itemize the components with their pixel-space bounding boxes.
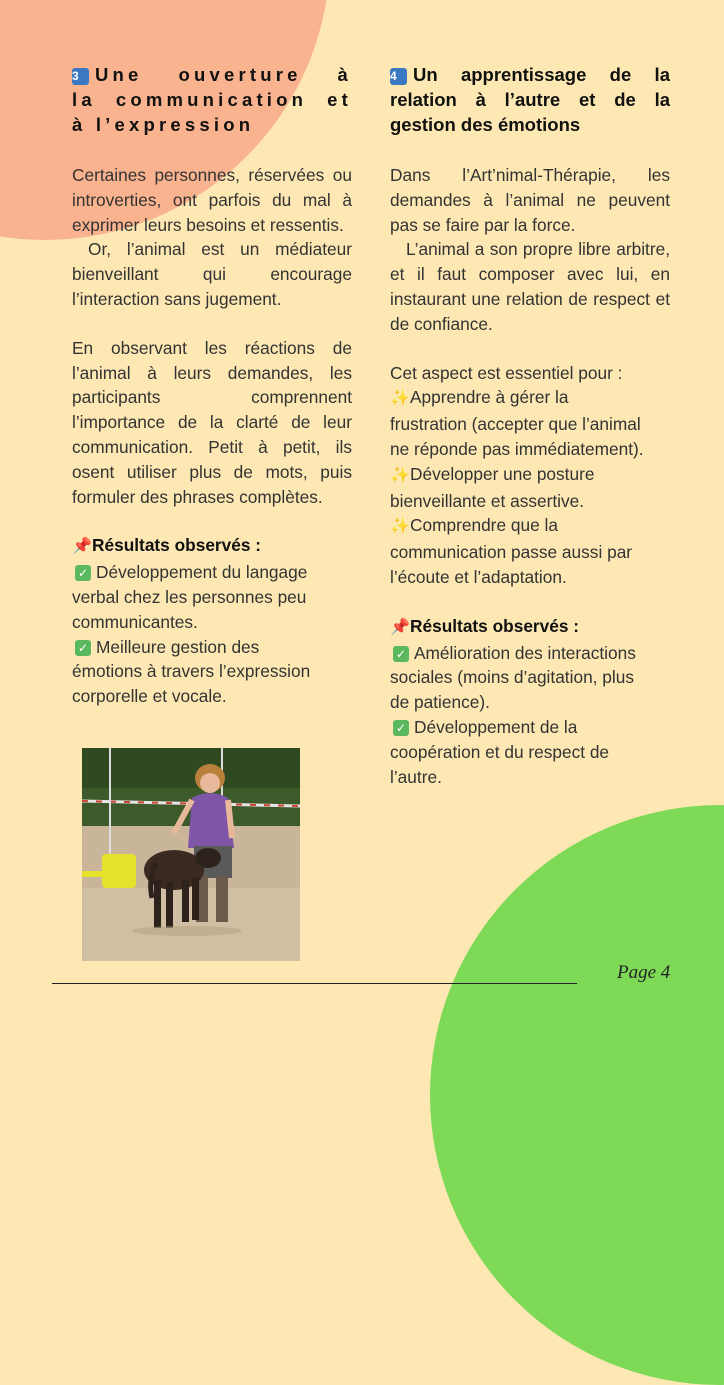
section-3-results-list bbox=[72, 560, 352, 709]
list-item: ✨Développer une posture bienveillante et assertive. bbox=[390, 463, 595, 511]
sparkles-icon: ✨ bbox=[390, 390, 410, 408]
list-item: ✓ Développement de la coopération et du respect de l’autre. bbox=[390, 716, 610, 787]
photo-woman-with-pony bbox=[82, 748, 300, 961]
list-item: ✨Apprendre à gérer la frustration (accepter que l’animal ne réponde pas immédiatement). bbox=[390, 387, 644, 459]
section-4-paragraph-1: Dans l’Art’nimal-Thérapie, les demandes à l’animal ne peuvent pas se faire par la force. bbox=[390, 165, 670, 235]
section-3-heading: 3 Une ouverture à la communication et à l’expression bbox=[72, 64, 352, 135]
section-4-results-title: 📌Résultats observés : bbox=[390, 614, 670, 641]
list-item: ✓ Développement du langage verbal chez les personnes peu communicantes. bbox=[72, 562, 308, 632]
section-3 bbox=[72, 62, 352, 709]
list-item: ✓ Meilleure gestion des émotions à travers l’expression corporelle et vocale. bbox=[72, 636, 311, 707]
list-item: ✓ Amélioration des interactions sociales (moins d’agitation, plus de patience). bbox=[390, 642, 636, 713]
check-mark-icon: ✓ bbox=[393, 646, 409, 662]
section-3-results-title: 📌Résultats observés : bbox=[72, 533, 352, 560]
section-4-points-list bbox=[390, 385, 670, 589]
section-number-badge: 4 bbox=[390, 68, 407, 85]
check-mark-icon: ✓ bbox=[75, 565, 91, 581]
footer-divider bbox=[52, 983, 577, 984]
sparkles-icon: ✨ bbox=[390, 518, 410, 536]
list-item: ✨Comprendre que la communication passe aussi par l’écoute et l’adaptation. bbox=[390, 515, 633, 587]
section-4-results-list bbox=[390, 641, 670, 790]
section-4-heading: 4 Un apprentissage de la relation à l’autre et de la gestion des émotions bbox=[390, 64, 670, 135]
section-4-intro: Cet aspect est essentiel pour : bbox=[390, 362, 623, 383]
section-3-paragraph-2: Or, l’animal est un médiateur bienveillant qui encourage l’interaction sans jugement. bbox=[72, 239, 352, 309]
check-mark-icon: ✓ bbox=[393, 720, 409, 736]
page-number: Page 4 bbox=[617, 962, 671, 983]
check-mark-icon: ✓ bbox=[75, 640, 91, 656]
pushpin-icon: 📌 bbox=[390, 618, 410, 636]
section-3-paragraph-3: En observant les réactions de l’animal à leurs demandes, les participants comprennent l’importance de la clarté de leur communication. Petit à petit, ils osent utiliser plus de mots, puis formuler des phrases complètes. bbox=[72, 337, 352, 507]
photo-illustration bbox=[82, 748, 300, 961]
sparkles-icon: ✨ bbox=[390, 466, 410, 484]
decorative-green-circle bbox=[430, 805, 724, 1385]
pushpin-icon: 📌 bbox=[72, 538, 92, 556]
section-4 bbox=[390, 62, 670, 789]
section-number-badge: 3 bbox=[72, 68, 89, 85]
section-4-paragraph-2: L’animal a son propre libre arbitre, et il faut composer avec lui, en instaurant une relation de respect et de confiance. bbox=[390, 239, 670, 334]
section-3-paragraph-1: Certaines personnes, réservées ou introverties, ont parfois du mal à exprimer leurs besoins et ressentis. bbox=[72, 165, 352, 235]
